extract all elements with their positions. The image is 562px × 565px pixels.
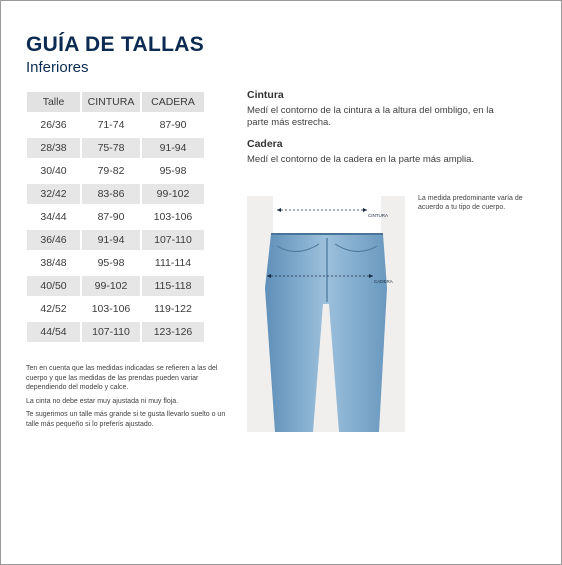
table-row (27, 184, 204, 204)
header-cintura: CINTURA (82, 92, 140, 112)
cell-cintura: 91-94 (82, 230, 140, 250)
table-row (27, 322, 204, 342)
table-row (27, 207, 204, 227)
table-row (27, 299, 204, 319)
cell-cadera: 103-106 (153, 211, 193, 223)
cadera-image-label: CADERA (374, 279, 393, 284)
cadera-text: Medí el contorno de la cadera en la parte más amplia. (247, 154, 475, 165)
side-note: La medida predominante varía de acuerdo a tu tipo de cuerpo. (418, 195, 523, 211)
note-talle: Te sugerimos un talle más grande si te gusta llevarlo suelto o un talle más pequeño si lo preferís ajustado. (26, 411, 226, 428)
header-cadera: CADERA (142, 92, 204, 112)
cell-cadera: 91-94 (142, 138, 204, 158)
jeans-shape (265, 234, 387, 432)
page-subtitle: Inferiores (26, 59, 89, 76)
cell-cadera: 123-126 (142, 322, 204, 342)
cell-cintura: 75-78 (82, 138, 140, 158)
header-talle: Talle (27, 92, 80, 112)
cell-cintura: 107-110 (82, 322, 140, 342)
cell-cintura: 99-102 (82, 276, 140, 296)
cell-cintura: 83-86 (82, 184, 140, 204)
note-cinta: La cinta no debe estar muy ajustada ni muy floja. (26, 397, 179, 405)
cintura-text: Medí el contorno de la cintura a la altura del ombligo, en la parte más estrecha. (247, 105, 494, 128)
table-header-row (27, 92, 204, 112)
page-title: GUÍA DE TALLAS (26, 33, 205, 56)
cell-cintura: 79-82 (97, 165, 125, 177)
cell-cadera: 95-98 (159, 165, 187, 177)
jeans-image (247, 196, 405, 432)
jeans-illustration (247, 196, 405, 432)
note-medidas: Ten en cuenta que las medidas indicadas se refieren a las del cuerpo y que las medidas de las prendas pueden variar dependiendo del modelo y calce. (26, 365, 218, 391)
cell-talle: 42/52 (40, 303, 67, 315)
cell-cintura: 95-98 (97, 257, 125, 269)
cell-talle: 26/36 (40, 119, 67, 131)
cell-cadera: 87-90 (159, 119, 187, 131)
shirt-shape (273, 196, 381, 236)
table-row (27, 115, 204, 135)
cell-cadera: 119-122 (154, 303, 192, 315)
notes-block (26, 364, 231, 433)
cell-cintura: 87-90 (97, 211, 125, 223)
cell-talle: 32/42 (27, 184, 80, 204)
size-table (25, 89, 206, 345)
cadera-title: Cadera (247, 138, 283, 150)
cintura-title: Cintura (247, 89, 284, 101)
cell-cadera: 115-118 (142, 276, 204, 296)
cell-cadera: 111-114 (154, 257, 192, 269)
table-row (27, 253, 204, 273)
table-row (27, 138, 204, 158)
cell-cintura: 71-74 (97, 119, 125, 131)
table-row (27, 276, 204, 296)
cell-talle: 44/54 (27, 322, 80, 342)
cell-talle: 38/48 (40, 257, 67, 269)
cell-talle: 30/40 (40, 165, 67, 177)
cintura-image-label: CINTURA (368, 213, 388, 218)
cadera-section (247, 138, 517, 166)
cell-cadera: 99-102 (142, 184, 204, 204)
cell-talle: 40/50 (27, 276, 80, 296)
cell-talle: 36/46 (27, 230, 80, 250)
cell-cadera: 107-110 (142, 230, 204, 250)
table-row (27, 230, 204, 250)
table-row (27, 161, 204, 181)
cell-talle: 34/44 (40, 211, 67, 223)
cintura-section (247, 89, 517, 128)
cell-talle: 28/38 (27, 138, 80, 158)
cell-cintura: 103-106 (91, 303, 131, 315)
